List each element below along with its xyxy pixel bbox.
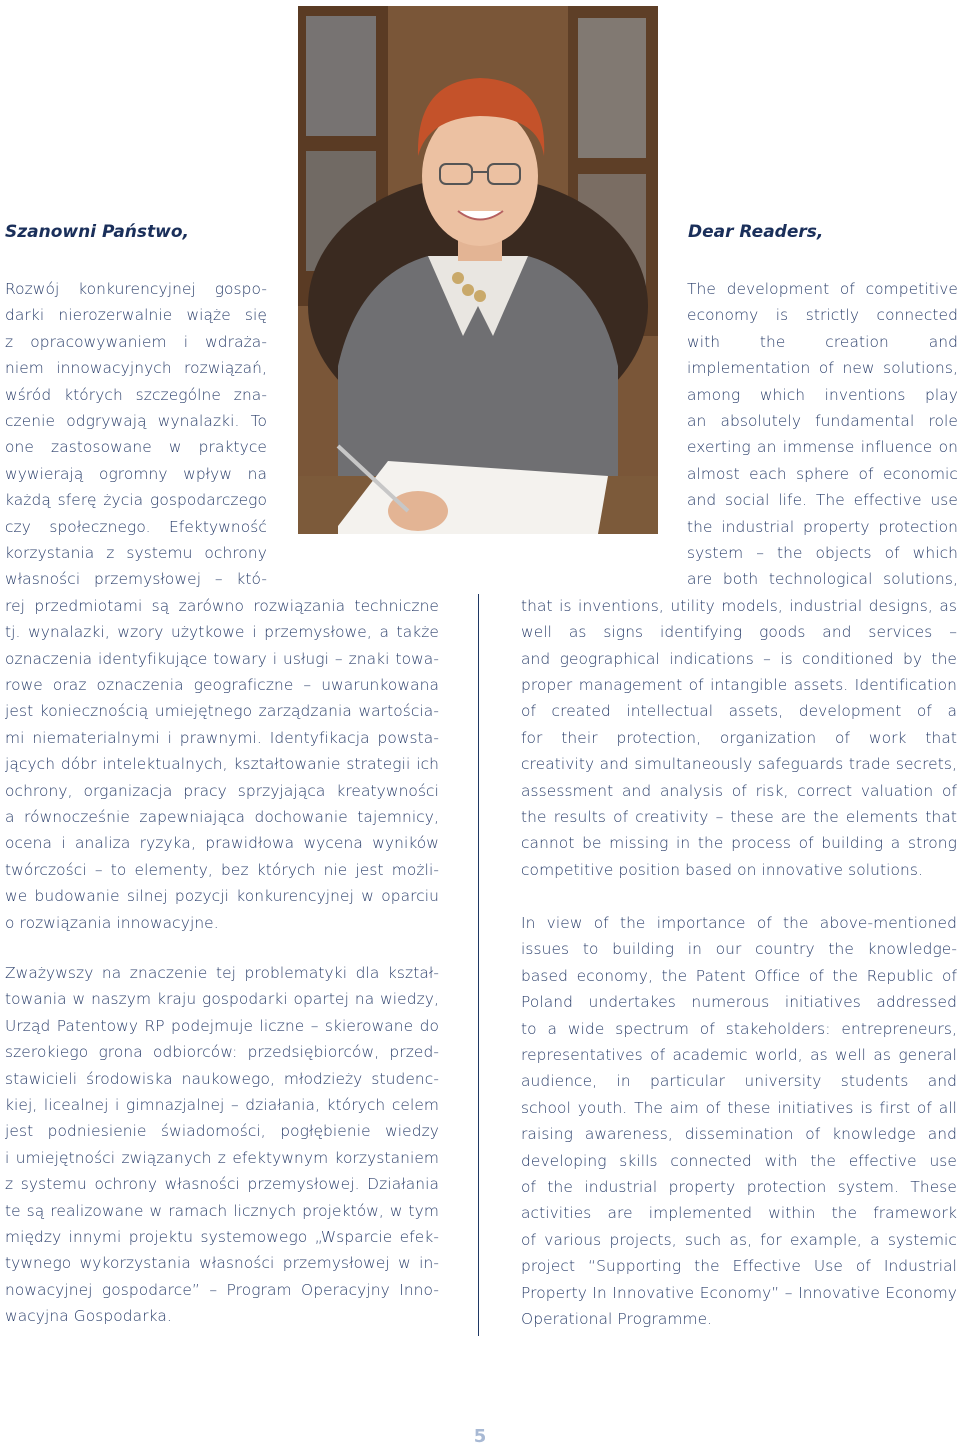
text-line: to a wide spectrum of stakeholders: entrepreneurs, — [521, 1019, 957, 1038]
text-line: are both technological solutions, — [687, 570, 958, 589]
text-line: z systemu ochrony własności przemysłowej. Działania — [5, 1175, 439, 1194]
text-line: Rozwój konkurencyjnej gospo- — [5, 280, 267, 298]
text-line: the industrial property protection — [687, 517, 958, 536]
text-line: jest podniesienie świadomości, pogłębienie wiedzy — [5, 1122, 439, 1141]
text-line: towania w naszym kraju gospodarki opartej na wiedzy, — [5, 990, 439, 1009]
text-line: ochrony, organizacja pracy sprzyjająca kreatywności — [5, 781, 439, 800]
text-line: creativity and simultaneously safeguards trade secrets, — [521, 755, 957, 774]
text-line: audience, in particular university students and — [521, 1072, 957, 1091]
text-line: jest koniecznością umiejętnego zarządzania wartościa- — [5, 702, 439, 721]
text-line: i umiejętności związanych z efektywnym korzystaniem — [5, 1148, 439, 1167]
text-line: project “Supporting the Effective Use of Industrial — [521, 1257, 957, 1276]
text-line: issues to building in our country the knowledge- — [521, 940, 957, 959]
text-line: well as signs identifying goods and services – — [521, 623, 957, 642]
text-line: kiej, licealnej i gimnazjalnej – działania, których celem — [5, 1096, 439, 1114]
text-line: based economy, the Patent Office of the Republic of — [521, 966, 957, 985]
text-line: Zważywszy na znaczenie tej problematyki dla kształ- — [5, 964, 439, 982]
text-line: among which inventions play — [687, 385, 958, 404]
text-line: economy is strictly connected — [687, 306, 958, 325]
text-line: and social life. The effective use — [687, 491, 958, 510]
column-divider — [478, 594, 479, 1336]
text-line: The development of competitive — [687, 280, 958, 298]
text-line: exerting an immense influence on — [687, 438, 958, 457]
text-line: ocena i analiza ryzyka, prawidłowa wycena wyników — [5, 834, 439, 853]
portrait-photo-icon — [298, 6, 658, 534]
text-line: of the industrial property protection system. These — [521, 1178, 957, 1196]
text-line: In view of the importance of the above-mentioned — [521, 914, 957, 932]
text-line: wacyjna Gospodarka. — [5, 1307, 172, 1326]
text-line: każdą sferę życia gospodarczego — [5, 491, 267, 510]
text-line: wśród których szczególne zna- — [5, 385, 267, 404]
text-line: jących dóbr intelektualnych, kształtowanie strategii ich — [5, 755, 439, 774]
portrait-photo — [298, 6, 658, 534]
text-line: proper management of intangible assets. Identification — [521, 676, 957, 694]
text-line: developing skills connected with the effective use — [521, 1151, 957, 1170]
text-line: almost each sphere of economic — [687, 464, 958, 483]
page-number: 5 — [473, 1426, 487, 1447]
text-line: representatives of academic world, as well as general — [521, 1046, 957, 1064]
text-line: for their protection, organization of work that — [521, 728, 957, 747]
text-line: a równocześnie zapewniająca dochowanie tajemnicy, — [5, 808, 439, 826]
text-line: Poland undertakes numerous initiatives addressed — [521, 993, 957, 1012]
text-line: the results of creativity – these are the elements that — [521, 808, 957, 826]
text-line: implementation of new solutions, — [687, 359, 958, 378]
text-line: raising awareness, dissemination of knowledge and — [521, 1125, 957, 1144]
text-line: of created intellectual assets, development of a — [521, 702, 957, 721]
text-line: czenie odgrywają wynalazki. To — [5, 412, 267, 430]
text-line: szerokiego grona odbiorców: przedsiębiorców, przed- — [5, 1043, 439, 1062]
text-line: własności przemysłowej – któ- — [5, 570, 267, 589]
text-line: assessment and analysis of risk, correct valuation of — [521, 781, 957, 800]
text-line: darki nierozerwalnie wiąże się — [5, 306, 267, 325]
text-line: rej przedmiotami są zarówno rozwiązania techniczne — [5, 596, 439, 615]
text-line: activities are implemented within the framework — [521, 1204, 957, 1223]
text-line: competitive position based on innovative solutions. — [521, 860, 923, 879]
text-line: school youth. The aim of these initiatives is first of all — [521, 1098, 957, 1117]
text-line: rowe oraz oznaczenia geograficzne – uwarunkowana — [5, 676, 439, 694]
text-line: czy społecznego. Efektywność — [5, 517, 267, 536]
text-line: o rozwiązania innowacyjne. — [5, 913, 219, 932]
text-line: with the creation and — [687, 332, 958, 351]
text-line: of various projects, such as, for example, a systemic — [521, 1230, 957, 1249]
text-line: stawicieli środowiska naukowego, młodzieży studenc- — [5, 1069, 439, 1088]
text-line: Property In Innovative Economy” – Innovative Economy — [521, 1283, 957, 1302]
text-line: twórczości – to elementy, bez których nie jest możli- — [5, 860, 439, 879]
text-line: z opracowywaniem i wdraża- — [5, 332, 267, 351]
text-line: tj. wynalazki, wzory użytkowe i przemysłowe, a także — [5, 623, 439, 642]
text-line: one zastosowane w praktyce — [5, 438, 267, 457]
text-line: Operational Programme. — [521, 1310, 713, 1328]
text-line: that is inventions, utility models, industrial designs, as — [521, 596, 957, 615]
text-line: an absolutely fundamental role — [687, 412, 958, 430]
text-line: Urząd Patentowy RP podejmuje liczne – skierowane do — [5, 1016, 439, 1035]
text-line: and geographical indications – is conditioned by the — [521, 649, 957, 668]
text-line: korzystania z systemu ochrony — [5, 544, 267, 562]
salutation-polish: Szanowni Państwo, — [5, 222, 189, 242]
text-line: tywnego wykorzystania własności przemysłowej w in- — [5, 1254, 439, 1273]
text-line: oznaczenia identyfikujące towary i usługi – znaki towa- — [5, 649, 439, 668]
text-line: cannot be missing in the process of building a strong — [521, 834, 957, 853]
salutation-english: Dear Readers, — [688, 222, 824, 242]
text-line: nowacyjnej gospodarce” – Program Operacyjny Inno- — [5, 1280, 439, 1299]
text-line: niem innowacyjnych rozwiązań, — [5, 359, 267, 378]
text-line: wywierają ogromny wpływ na — [5, 464, 267, 483]
text-line: między innymi projektu systemowego „Wsparcie efek- — [5, 1228, 439, 1246]
text-line: te są realizowane w ramach licznych projektów, w tym — [5, 1201, 439, 1220]
text-line: we budowanie silnej pozycji konkurencyjnej w oparciu — [5, 887, 439, 906]
text-line: system – the objects of which — [687, 544, 958, 562]
text-line: mi niematerialnymi i prawnymi. Identyfikacja powsta- — [5, 728, 439, 747]
